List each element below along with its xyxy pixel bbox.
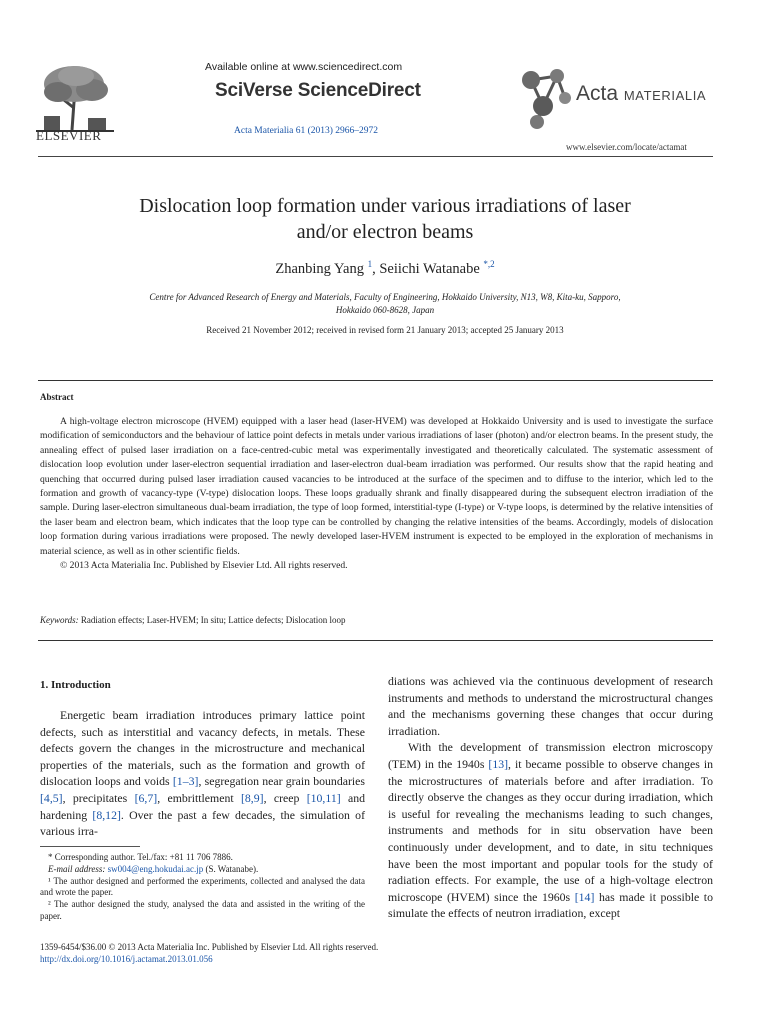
keywords-list: Radiation effects; Laser-HVEM; In situ; Lattice defects; Dislocation loop (78, 615, 346, 625)
paragraph-text: , precipitates (62, 790, 135, 805)
issn-copyright: 1359-6454/$36.00 © 2013 Acta Materialia Inc. Published by Elsevier Ltd. All rights reserved. (40, 942, 379, 952)
paragraph-text: With the development of transmission electron microscopy (TEM) in the 1940s (388, 740, 713, 771)
acta-materialia-molecule-logo (517, 68, 575, 130)
footnote-divider (40, 846, 140, 847)
article-title (40, 193, 730, 245)
author-name: Zhanbing Yang (275, 260, 364, 277)
abstract-heading: Abstract (40, 392, 74, 402)
paragraph-text: , it became possible to observe changes in the microstructures of materials before and after irradiation. To directly observe the changes as they occur during irradiation, which is useful for revealing the mechanisms leading to such changes, instruments and methods for in situ observation have been continuously under development, and to date, in situ techniques have been the most important and popular tools for the study of radiation effects. For example, the use of a high-voltage electron microscope (HVEM) since the 1960s (388, 756, 714, 904)
paragraph-text: . Over the past a few decades, the simulation of various irra- (40, 807, 365, 839)
intro-paragraph (388, 739, 713, 922)
citation-link[interactable]: [10,11] (306, 790, 341, 805)
sciverse-sciencedirect-logo: SciVerse ScienceDirect (215, 80, 421, 101)
journal-logo-text (576, 82, 706, 106)
citation-link[interactable]: [14] (574, 889, 595, 904)
header-divider (38, 156, 713, 157)
citation-link[interactable]: [8,9] (240, 790, 264, 805)
paragraph-text: , segregation near grain boundaries (198, 774, 365, 789)
publisher-name: ELSEVIER (36, 128, 102, 143)
keywords-label: Keywords: (40, 615, 79, 625)
abstract-top-divider (38, 380, 713, 381)
corresponding-author-note: * Corresponding author. Tel./fax: +81 11 706 7886. (48, 852, 233, 862)
section-heading: 1. Introduction (40, 679, 111, 691)
footnotes (40, 852, 365, 923)
journal-reference-link[interactable]: Acta Materialia 61 (2013) 2966–2972 (234, 126, 379, 136)
footnote-1: ¹ The author designed and performed the experiments, collected and analysed the data and wrote the paper. (40, 875, 365, 898)
doi-link[interactable]: http://dx.doi.org/10.1016/j.actamat.2013.01.056 (40, 954, 213, 964)
title-line-2: and/or electron beams (296, 221, 474, 243)
title-line-1: Dislocation loop formation under various irradiations of laser (139, 195, 631, 217)
author-footnote-marker[interactable]: *,2 (483, 259, 495, 269)
citation-link[interactable]: [13] (488, 756, 509, 771)
journal-url-link[interactable]: www.elsevier.com/locate/actamat (566, 142, 687, 152)
available-online-text: Available online at www.sciencedirect.com (205, 61, 403, 73)
email-link[interactable]: sw004@eng.hokudai.ac.jp (107, 863, 204, 874)
intro-paragraph (40, 707, 365, 840)
email-suffix: (S. Watanabe). (203, 863, 259, 874)
intro-paragraph-continued: diations was achieved via the continuous development of research instruments and methods to understand the microstructural changes and the mechanisms governing these changes that occur during irradiation. (388, 674, 713, 738)
paragraph-text: , creep (263, 790, 307, 805)
email-label: E-mail address: (48, 863, 106, 874)
citation-link[interactable]: [6,7] (134, 790, 158, 805)
left-column-text (40, 707, 365, 840)
citation-link[interactable]: [4,5] (40, 790, 63, 805)
paragraph-text: and hardening (40, 790, 366, 822)
author-separator: , (372, 260, 380, 277)
footnote-2: ² The author designed the study, analysed the data and assisted in the writing of the paper. (40, 899, 365, 921)
author-list (40, 259, 730, 278)
article-history: Received 21 November 2012; received in revised form 21 January 2013; accepted 25 January 2013 (206, 325, 564, 335)
keywords-divider (38, 640, 713, 641)
page-footer (40, 941, 378, 965)
author-footnote-marker[interactable]: 1 (367, 259, 373, 269)
affiliation-line: Centre for Advanced Research of Energy and Materials, Faculty of Engineering, Hokkaido University, N13, W8, Kita-ku, Sapporo, (149, 292, 621, 302)
paragraph-text: has made it possible to simulate the effects of neutron irradiation, except (388, 889, 713, 921)
keywords (40, 615, 713, 625)
journal-logo-acta: Acta (576, 82, 619, 105)
paragraph-text: , embrittlement (157, 790, 241, 805)
affiliation (60, 291, 710, 317)
citation-link[interactable]: [8,12] (92, 807, 121, 822)
copyright-line: © 2013 Acta Materialia Inc. Published by Elsevier Ltd. All rights reserved. (60, 560, 348, 572)
citation-link[interactable]: [1–3] (172, 774, 199, 789)
author-name: Seiichi Watanabe (379, 260, 480, 277)
abstract-body (40, 415, 713, 573)
affiliation-line: Hokkaido 060-8628, Japan (335, 305, 435, 315)
elsevier-tree-logo (36, 62, 114, 132)
paragraph-text: Energetic beam irradiation introduces primary lattice point defects, such as interstitial and vacancy defects, in metals. These defects govern the changes in the microstructure and mechanical properties of the materials, such as the formation and growth of dislocation loops and voids (40, 708, 365, 789)
abstract-paragraph: A high-voltage electron microscope (HVEM) equipped with a laser head (laser-HVEM) was developed at Hokkaido University and is used to investigate the surface modification of semiconductors and the behaviour of lattice point defects in metals under various irradiations of laser (photon) and/or electron beams. In the present study, the annealing effect of pulsed laser irradiation on a face-centred-cubic metal was experimentally investigated and theoretically calculated. The systematic assessment of dislocation loop evolution under laser-electron sequential irradiation and laser-electron dual-beam irradiation was performed. Our results show that the rapid heating and quenching that occurred during pulsed laser irradiation caused vacancies to be introduced at the surface of the specimen and to diffuse to the interior, which led to the formation and growth of vacancy-type (V-type) dislocation loops. These loops gradually shrank and finally disappeared during the subsequent electron irradiation of the sample. During laser-electron simultaneous dual-beam irradiation, the type of loop formed, interstitial-type (I-type) or V-type loops, is determined by the relative intensities of the laser beam and electron beam, which indicates that the loop type can be controlled by changing the relative intensities of the beams. Accordingly, models of dislocation loop formation during various irradiations were proposed. The newly developed laser-HVEM instrument is expected to be employed in the exploration of mechanisms in material science, as well as in other scientific fields. (40, 416, 713, 557)
right-column-text (388, 673, 713, 922)
journal-logo-materialia: MATERIALIA (623, 88, 707, 103)
email-note (40, 864, 365, 876)
